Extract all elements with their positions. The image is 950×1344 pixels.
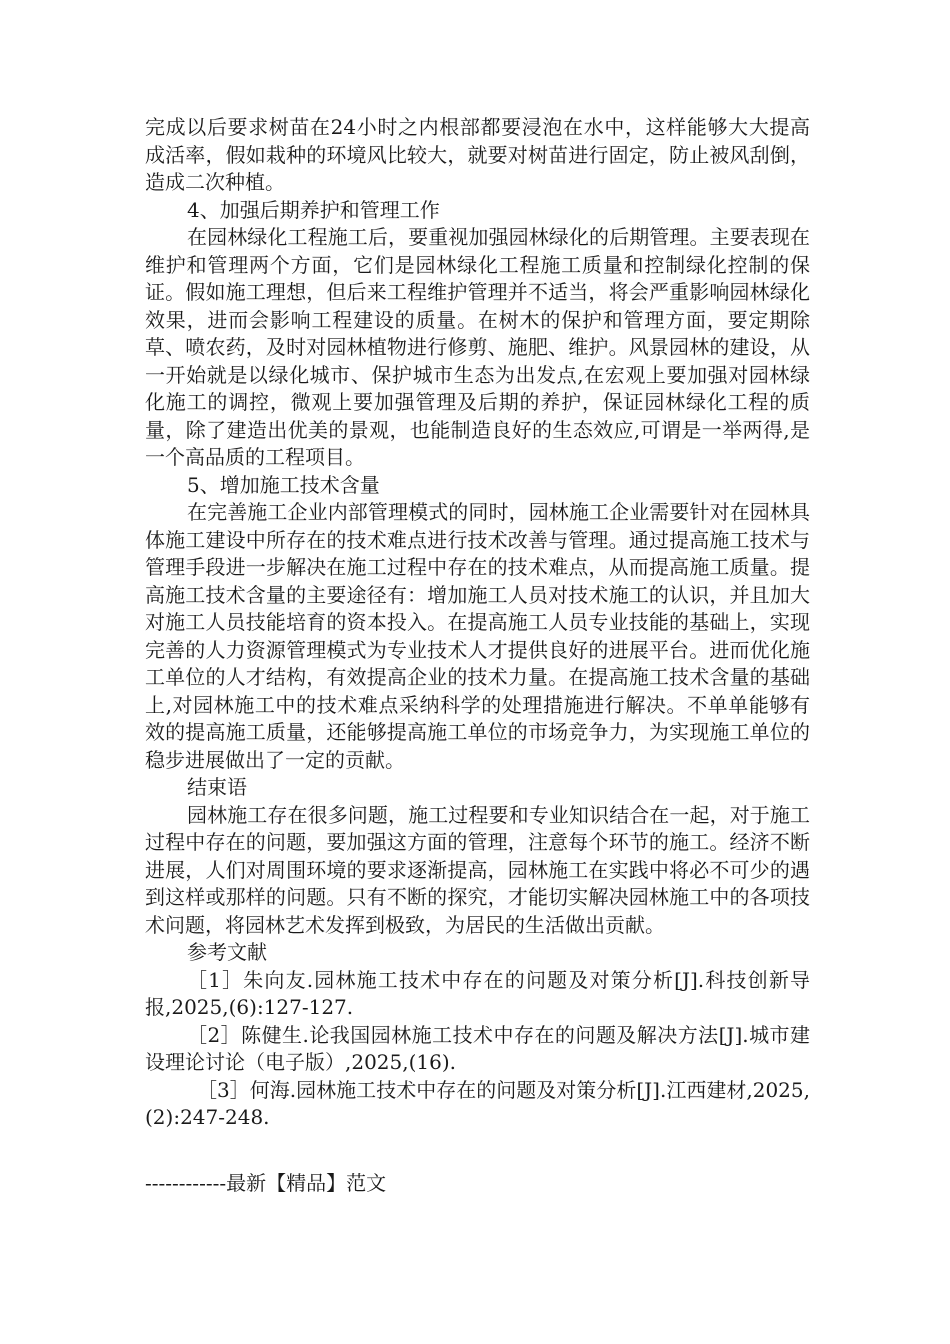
section-heading-4: 4、加强后期养护和管理工作 [187,197,440,222]
paragraph-1: 完成以后要求树苗在24小时之内根部都要浸泡在水中，这样能够大大提高成活率，假如栽种的环境风比较大，就要对树苗进行固定，防止被风刮倒，造成二次种植。 [145,115,810,194]
document-body [145,114,810,1132]
reference-3: ［3］何海.园林施工技术中存在的问题及对策分析[J].江西建材,2025,(2):247-248. [145,1077,810,1129]
section-heading-5: 5、增加施工技术含量 [187,472,380,497]
reference-2: ［2］陈健生.论我国园林施工技术中存在的问题及解决方法[J].城市建设理论讨论（电子版）,2025,(16). [145,1022,810,1074]
paragraph-2: 在园林绿化工程施工后，要重视加强园林绿化的后期管理。主要表现在维护和管理两个方面，它们是园林绿化工程施工质量和控制绿化控制的保证。假如施工理想，但后来工程维护管理并不适当，将会严重影响园林绿化效果，进而会影响工程建设的质量。在树木的保护和管理方面，要定期除草、喷农药，及时对园林植物进行修剪、施肥、维护。风景园林的建设，从一开始就是以绿化城市、保护城市生态为出发点,在宏观上要加强对园林绿化施工的调控，微观上要加强管理及后期的养护，保证园林绿化工程的质量，除了建造出优美的景观，也能制造良好的生态效应,可谓是一举两得,是一个高品质的工程项目。 [145,225,810,469]
conclusion-heading: 结束语 [187,775,247,799]
paragraph-3: 在完善施工企业内部管理模式的同时，园林施工企业需要针对在园林具体施工建设中所存在的技术难点进行技术改善与管理。通过提高施工技术与管理手段进一步解决在施工过程中存在的技术难点，从而提高施工质量。提高施工技术含量的主要途径有：增加施工人员对技术施工的认识，并且加大对施工人员技能培育的资本投入。在提高施工人员专业技能的基础上，实现完善的人力资源管理模式为专业技术人才提供良好的进展平台。进而优化施工单位的人才结构，有效提高企业的技术力量。在提高施工技术含量的基础上,对园林施工中的技术难点采纳科学的处理措施进行解决。不单单能够有效的提高施工质量，还能够提高施工单位的市场竞争力，为实现施工单位的稳步进展做出了一定的贡献。 [145,500,810,772]
paragraph-4: 园林施工存在很多问题，施工过程要和专业知识结合在一起，对于施工过程中存在的问题，要加强这方面的管理，注意每个环节的施工。经济不断进展，人们对周围环境的要求逐渐提高，园林施工在实践中将必不可少的遇到这样或那样的问题。只有不断的探究，才能切实解决园林施工中的各项技术问题，将园林艺术发挥到极致，为居民的生活做出贡献。 [145,802,810,937]
references-heading: 参考文献 [187,940,267,964]
footer-tagline: ------------最新【精品】范文 [145,1171,387,1195]
reference-1: ［1］朱向友.园林施工技术中存在的问题及对策分析[J].科技创新导报,2025,(6):127-127. [145,967,810,1019]
